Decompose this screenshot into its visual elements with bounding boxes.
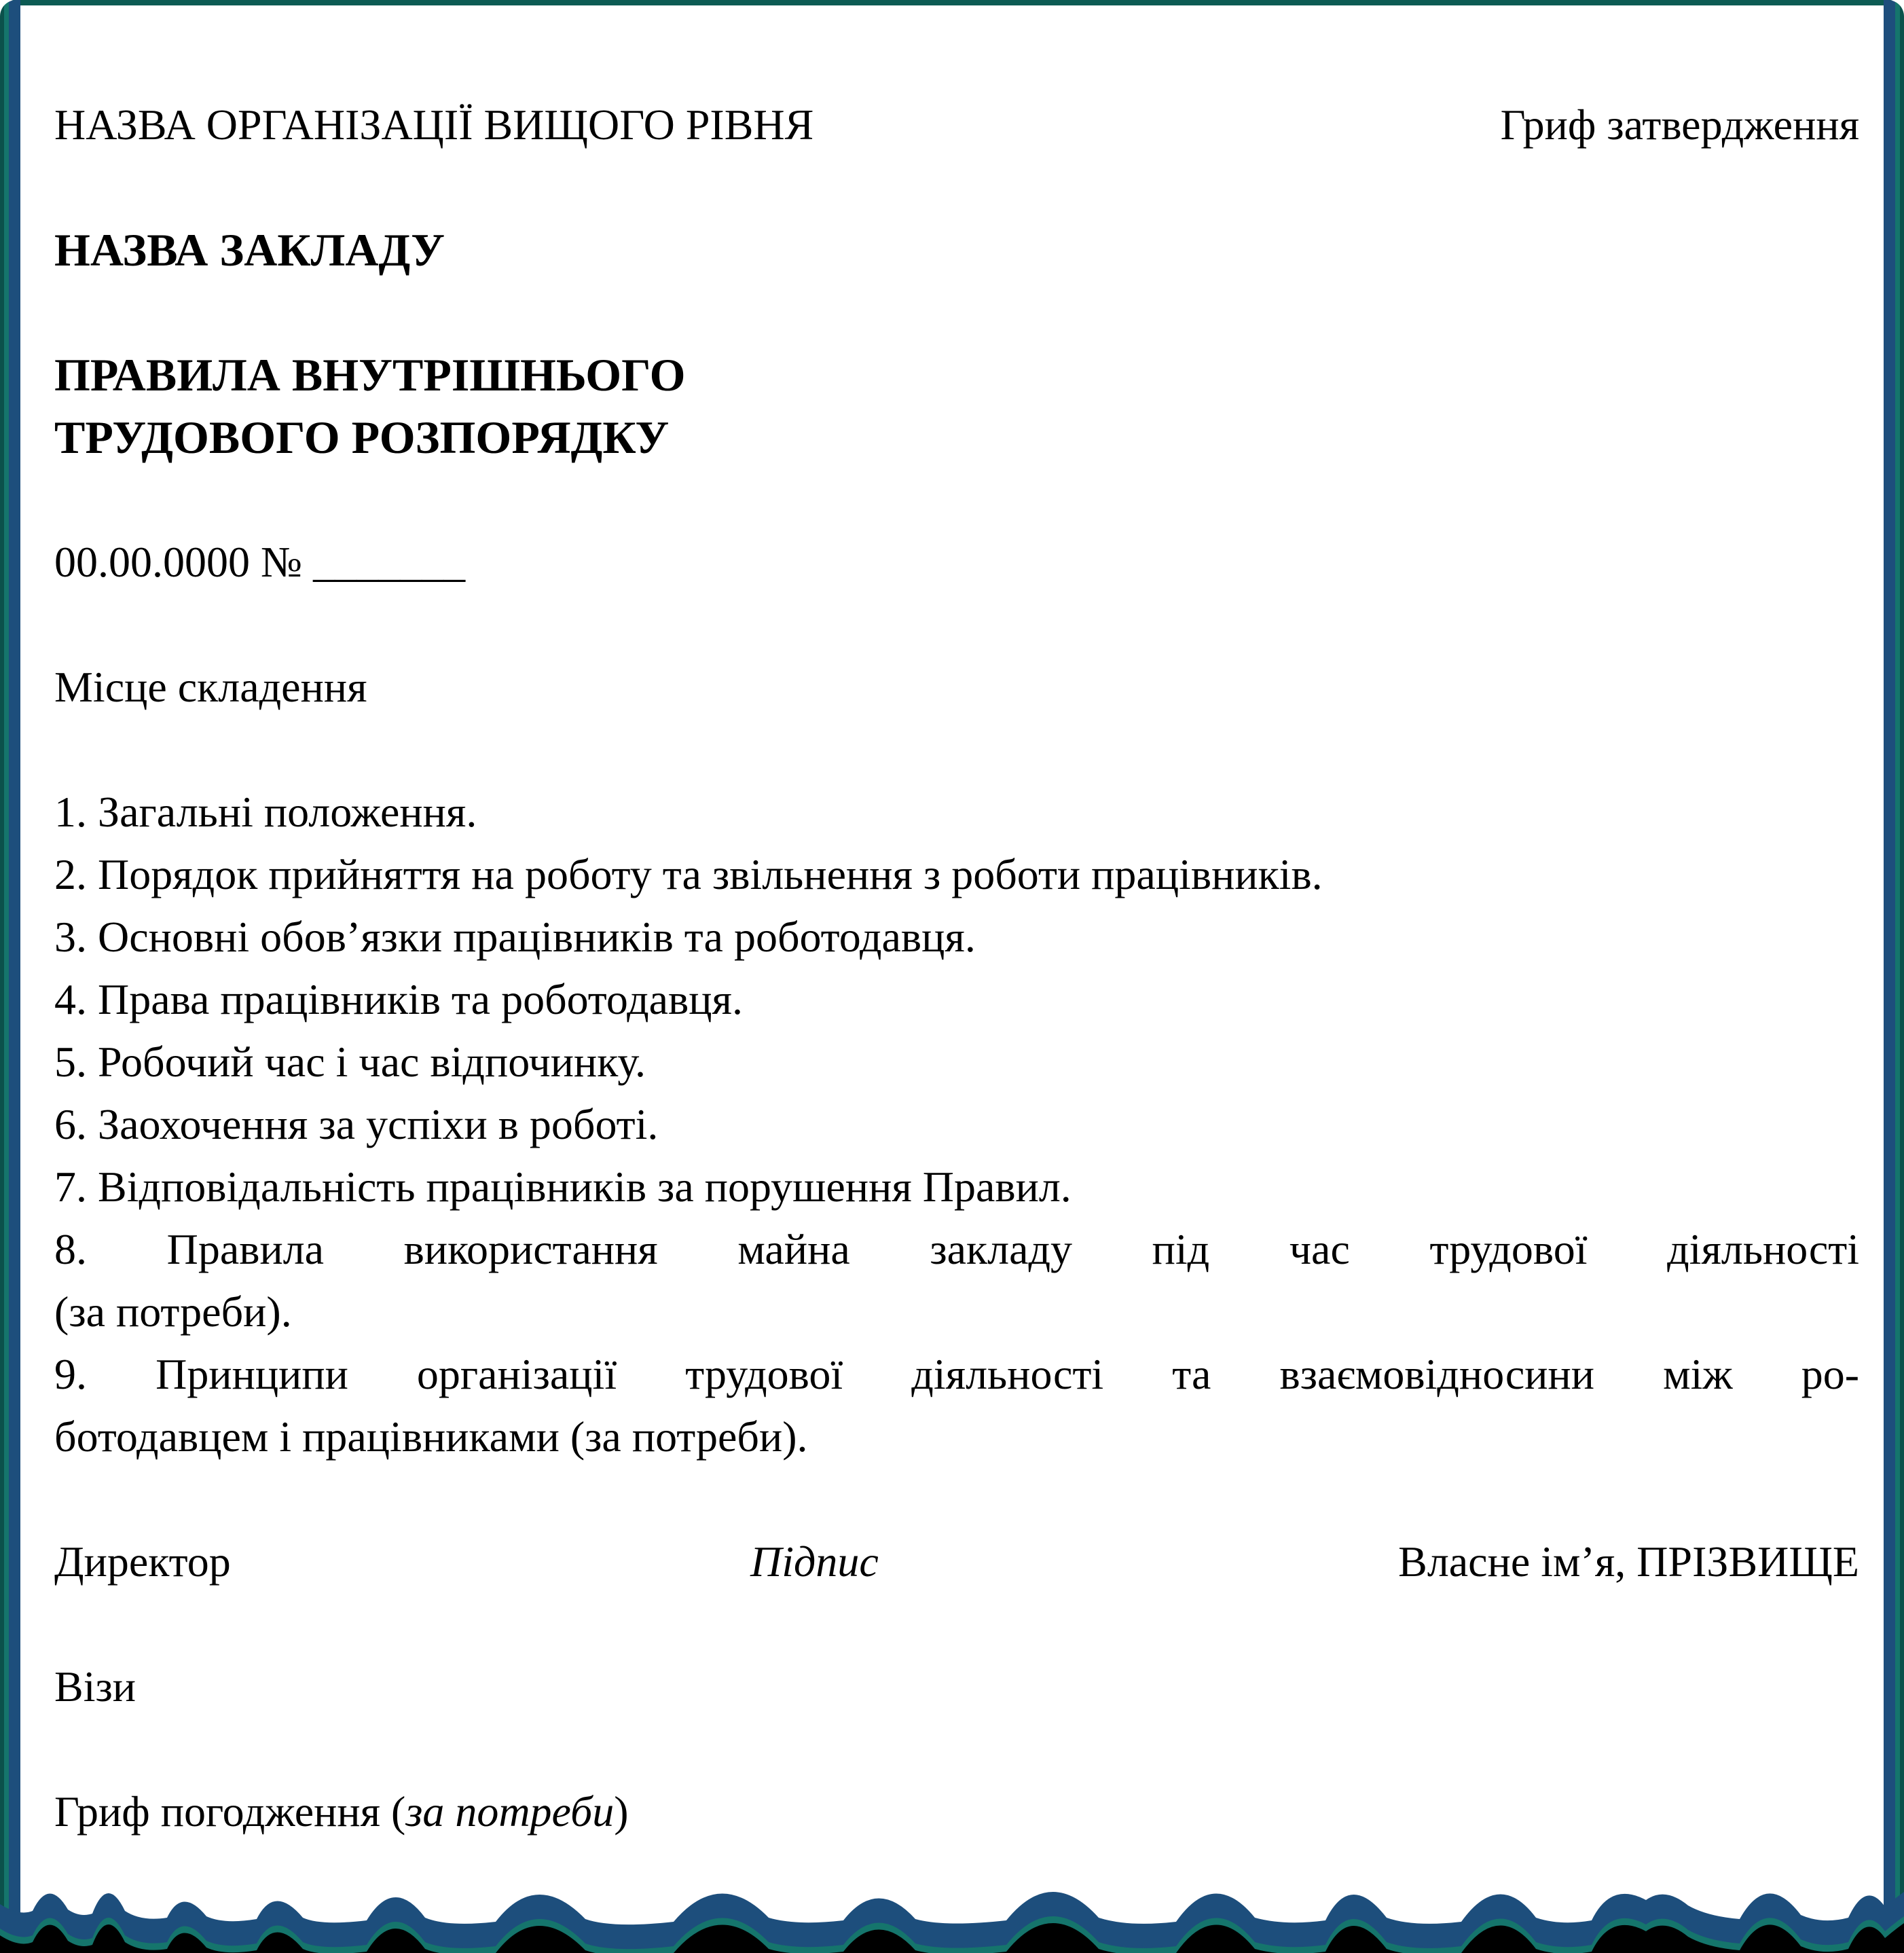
approval-note-suffix: ) [614,1787,629,1836]
signature-name: Власне ім’я, ПРІЗВИЩЕ [1398,1537,1859,1586]
approval-stamp-label: Гриф затвердження [1500,101,1859,149]
toc-list [54,781,1859,1468]
toc-item-line: 2. Порядок прийняття на роботу та звільнення з роботи працівників. [54,850,1323,898]
signature-position: Директор [54,1537,231,1586]
org-name: НАЗВА ОРГАНІЗАЦІЇ ВИЩОГО РІВНЯ [54,101,814,149]
torn-edge-wave [0,1851,1904,1953]
toc-item-line: 7. Відповідальність працівників за порушення Правил. [54,1163,1072,1211]
toc-item-line: 6. Заохочення за успіхи в роботі. [54,1100,659,1148]
toc-item-line: 5. Робочий час і час відпочинку. [54,1038,646,1086]
approval-note-prefix: Гриф погодження ( [54,1787,406,1836]
place-line: Місце складення [54,663,367,711]
signature-row [54,1531,1859,1593]
toc-item-line: (за потреби). [54,1288,292,1336]
frame-right-border [1884,0,1904,1918]
institution-name: НАЗВА ЗАКЛАДУ [54,224,445,276]
toc-item-line: 3. Основні обов’язки працівників та роботодавця. [54,913,976,961]
toc-item-line: 4. Права працівників та роботодавця. [54,975,743,1023]
signature-label: Підпис [750,1537,879,1586]
toc-item-line: ботодавцем і працівниками (за потреби). [54,1412,808,1461]
doc-title-line2: ТРУДОВОГО РОЗПОРЯДКУ [54,412,670,463]
frame-top-border [11,0,1893,5]
doc-title-line1: ПРАВИЛА ВНУТРІШНЬОГО [54,349,686,401]
toc-item-line: 1. Загальні положення. [54,788,477,836]
header-row [54,94,1859,156]
toc-item-line: 8. Правила використання майна закладу під час трудової діяльності [54,1225,1859,1273]
document-body [54,94,1859,1843]
date-number-line: 00.00.0000 № _______ [54,538,466,586]
visas-line: Візи [54,1662,136,1711]
approval-note-line [54,1781,1859,1843]
approval-note-italic: за потреби [405,1787,615,1836]
toc-item-line: 9. Принципи організації трудової діяльності та взаємовідносини між ро- [54,1350,1859,1398]
frame-left-border [0,0,20,1918]
